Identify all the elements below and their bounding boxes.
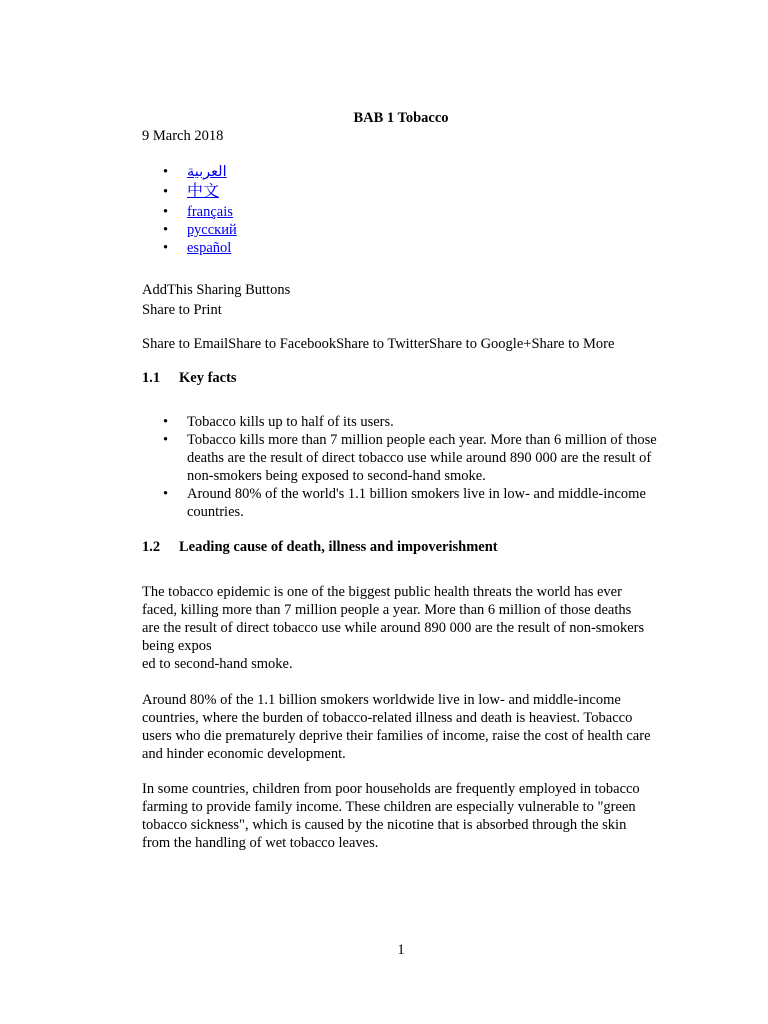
bullet-icon: • (163, 240, 169, 256)
language-item (163, 239, 237, 257)
language-item (163, 203, 237, 221)
page-number: 1 (397, 942, 405, 958)
key-facts-list (163, 413, 663, 521)
language-link-french[interactable]: français (187, 204, 233, 220)
section-title: Leading cause of death, illness and impoverishment (179, 539, 498, 555)
list-item-text: Tobacco kills up to half of its users. (187, 414, 394, 430)
paragraph-epidemic-continued: ed to second-hand smoke. (142, 656, 293, 672)
share-print-link[interactable]: Share to Print (142, 302, 222, 318)
bullet-icon: • (163, 414, 169, 430)
list-item (163, 431, 663, 485)
list-item-text: Tobacco kills more than 7 million people each year. More than 6 million of those deaths are the result of direct tobacco use while around 890 000 are the result of non-smokers being exposed to second-hand smoke. (187, 432, 657, 484)
section-title: Key facts (179, 370, 237, 386)
language-link-spanish[interactable]: español (187, 240, 232, 256)
paragraph-epidemic: The tobacco epidemic is one of the biggest public health threats the world has ever faced, killing more than 7 million people a year. More than 6 million of those deaths are the result of direct tobacco use while around 890 000 are the result of non-smokers being expos (142, 584, 645, 654)
paragraph-children: In some countries, children from poor households are frequently employed in tobacco farming to provide family income. These children are especially vulnerable to "green tobacco sickness", which is caused by the nicotine that is absorbed through the skin from the handling of wet tobacco leaves. (142, 781, 640, 851)
bullet-icon: • (163, 164, 169, 180)
language-item (163, 181, 237, 203)
document-date: 9 March 2018 (142, 128, 224, 144)
language-list (163, 163, 237, 257)
bullet-icon: • (163, 222, 169, 238)
language-link-chinese[interactable]: 中文 (187, 183, 220, 200)
section-heading-leading-cause (142, 539, 498, 556)
language-item (163, 163, 237, 181)
share-links[interactable]: Share to EmailShare to FacebookShare to TwitterShare to Google+Share to More (142, 336, 615, 352)
sharing-label: AddThis Sharing Buttons (142, 282, 291, 298)
bullet-icon: • (163, 486, 169, 502)
paragraph-burden: Around 80% of the 1.1 billion smokers worldwide live in low- and middle-income countries, where the burden of tobacco-related illness and death is heaviest. Tobacco users who die prematurely deprive their families of income, raise the cost of health care and hinder economic development. (142, 692, 651, 762)
section-heading-key-facts (142, 370, 237, 387)
list-item (163, 413, 663, 431)
bullet-icon: • (163, 204, 169, 220)
language-item (163, 221, 237, 239)
language-link-arabic[interactable]: العربية (187, 164, 227, 180)
language-link-russian[interactable]: русский (187, 222, 237, 238)
section-number: 1.2 (142, 539, 161, 555)
bullet-icon: • (163, 432, 169, 448)
document-title: BAB 1 Tobacco (353, 110, 449, 126)
list-item-text: Around 80% of the world's 1.1 billion smokers live in low- and middle-income countries. (187, 486, 646, 520)
bullet-icon: • (163, 184, 169, 200)
section-number: 1.1 (142, 370, 161, 386)
list-item (163, 485, 663, 521)
